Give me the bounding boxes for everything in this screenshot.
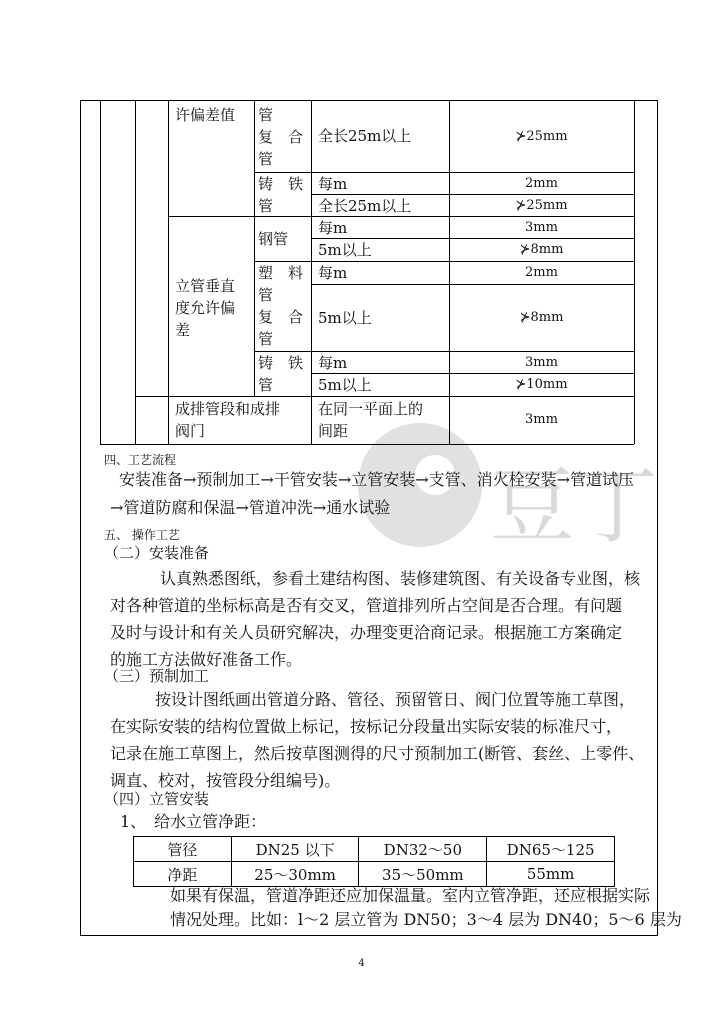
type-line: 铸 铁: [258, 175, 304, 193]
desc-cell: 每m: [318, 354, 348, 372]
paragraph-line: 按设计图纸画出管道分路、管径、预留管日、阀门位置等施工草图，: [155, 690, 636, 709]
table-header-cell: 管径: [134, 837, 232, 862]
type-line: 管: [258, 286, 274, 304]
table-cell: 净距: [134, 862, 232, 887]
subsection-title: （四）立管安装: [104, 790, 210, 808]
value-cell: ⊁10mm: [515, 377, 568, 392]
value-cell: 3mm: [525, 355, 558, 370]
row-label-line: 阀门: [175, 422, 206, 440]
paragraph-line: 情况处理。比如：l～2 层立管为 DN50；3～4 层为 DN40；5～6 层为: [170, 910, 682, 929]
table1-vline-2: [135, 100, 136, 444]
value-cell: 3mm: [525, 220, 558, 235]
paragraph-line: 在实际安装的结构位置做上标记，按标记分段量出实际安装的标准尺寸，: [110, 717, 623, 736]
type-line: 管: [258, 376, 274, 394]
type-line: 管: [258, 150, 274, 168]
table1-vline-1: [100, 100, 101, 444]
table1-hline: [254, 172, 634, 173]
subsection-title: （二）安装准备: [104, 544, 210, 562]
table1-hline-bottom: [100, 444, 634, 445]
table1-hline: [135, 396, 634, 397]
deviation-label: 许偏差值: [175, 106, 236, 124]
process-flow-line: →管道防腐和保温→管道冲洗→通水试验: [110, 498, 391, 517]
paragraph-line: 如果有保温，管道净距还应加保温量。室内立管净距，还应根据实际: [170, 886, 651, 905]
desc-cell: 每m: [318, 175, 348, 193]
value-cell: ⊁8mm: [519, 242, 564, 257]
type-line: 复 合: [258, 308, 304, 326]
paragraph-line: 调直、校对，按管段分组编号)。: [110, 771, 341, 790]
section-4-title: 四、工艺流程: [104, 453, 177, 467]
desc-cell: 全长25m以上: [318, 127, 412, 145]
desc-line: 在同一平面上的: [318, 400, 424, 418]
paragraph-line: 记录在施工草图上，然后按草图测得的尺寸预制加工(断管、套丝、上零件、: [110, 744, 645, 763]
table-row: [134, 837, 615, 862]
desc-cell: 每m: [318, 264, 348, 282]
type-line: 管: [258, 106, 274, 124]
type-line: 复 合: [258, 128, 304, 146]
table-cell: 25～30mm: [231, 862, 359, 887]
desc-cell: 全长25m以上: [318, 197, 412, 215]
table1-vline-right: [634, 100, 635, 444]
subsection-title: （三）预制加工: [104, 667, 210, 685]
desc-cell: 每m: [318, 219, 348, 237]
value-cell: ⊁25mm: [515, 129, 568, 144]
list-item-1: 1、 给水立管净距：: [120, 812, 267, 831]
value-cell: 3mm: [525, 412, 558, 427]
vertical-label-line: 度允许偏: [175, 299, 236, 317]
table-header-cell: DN65～125: [487, 837, 615, 862]
table1-vline-desc: [311, 100, 312, 444]
table-cell: 35～50mm: [359, 862, 487, 887]
table1-hline: [254, 351, 634, 352]
section-5-title: 五、 操作工艺: [104, 528, 180, 542]
paragraph-line: 的施工方法做好准备工作。: [110, 650, 303, 669]
value-cell: 2mm: [525, 265, 558, 280]
clearance-table: [133, 836, 615, 887]
process-flow-line: 安装准备→预制加工→干管安装→立管安装→支管、消火栓安装→管道试压: [119, 470, 635, 489]
page-number: 4: [358, 958, 365, 969]
type-line: 管: [258, 330, 274, 348]
paragraph-line: 及时与设计和有关人员研究解决，办理变更洽商记录。根据施工方案确定: [110, 623, 623, 642]
value-cell: ⊁8mm: [519, 310, 564, 325]
table1-vline-3: [168, 100, 169, 444]
table-header-cell: DN32～50: [359, 837, 487, 862]
row-label-line: 成排管段和成排: [175, 400, 281, 418]
value-cell: ⊁25mm: [515, 198, 568, 213]
table1-hline: [254, 261, 634, 262]
table1-hline: [311, 284, 634, 285]
vertical-label-line: 立管垂直: [175, 277, 236, 295]
value-cell: 2mm: [525, 176, 558, 191]
desc-cell: 5m以上: [318, 309, 372, 327]
desc-cell: 5m以上: [318, 376, 372, 394]
table-header-cell: DN25 以下: [231, 837, 359, 862]
desc-cell: 5m以上: [318, 241, 372, 259]
watermark-text: 豆丁: [490, 457, 659, 555]
type-cell: 钢管: [258, 230, 289, 248]
desc-line: 间距: [318, 422, 349, 440]
paragraph-line: 对各种管道的坐标标高是否有交叉，管道排列所占空间是否合理。有问题: [110, 596, 623, 615]
table-cell: 55mm: [487, 862, 615, 887]
type-line: 塑 料: [258, 264, 304, 282]
paragraph-line: 认真熟悉图纸，参看土建结构图、装修建筑图、有关设备专业图，核: [160, 569, 641, 588]
type-line: 管: [258, 197, 274, 215]
type-line: 铸 铁: [258, 354, 304, 372]
vertical-label-line: 差: [175, 321, 191, 339]
